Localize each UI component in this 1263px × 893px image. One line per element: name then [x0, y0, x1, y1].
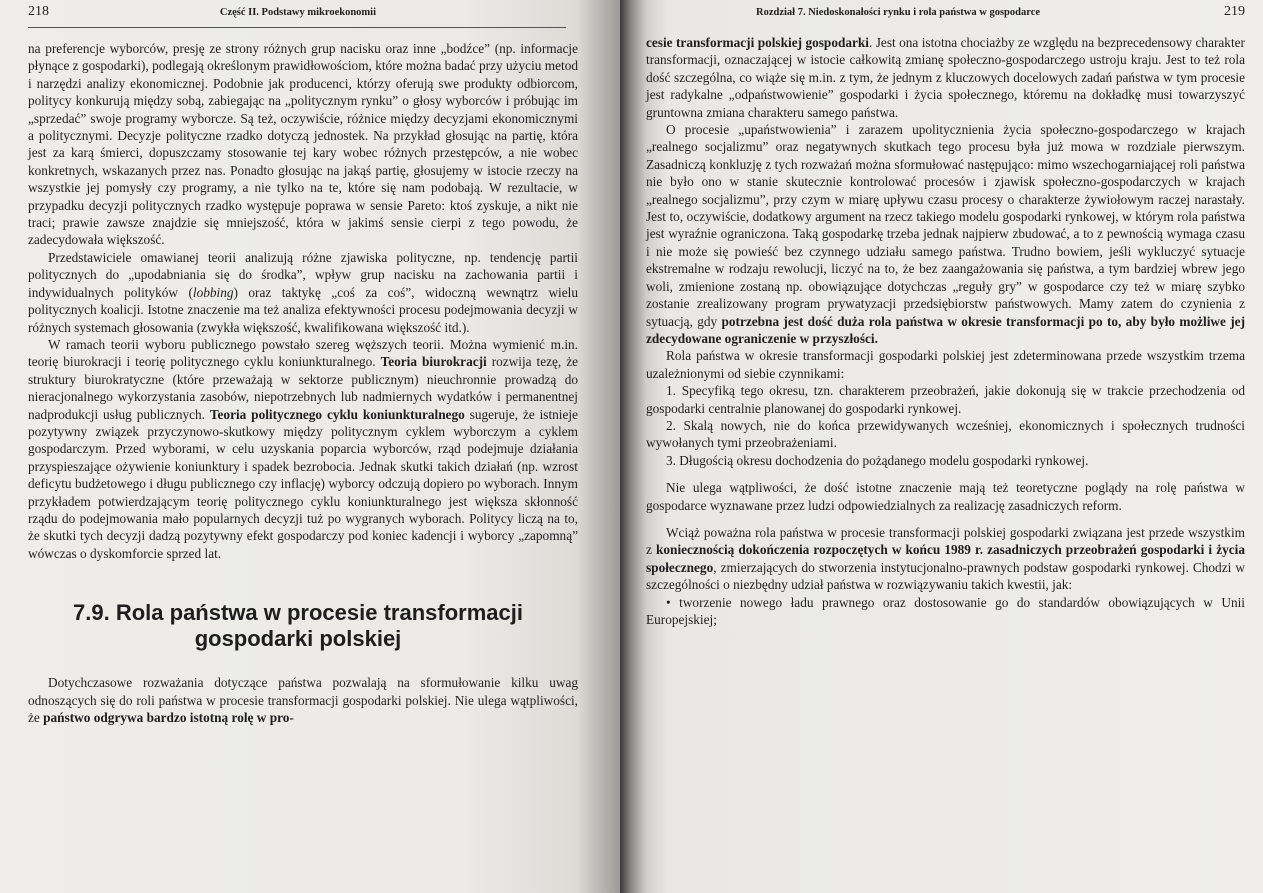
list-item-1: 1. Specyfiką tego okresu, tzn. charakterem przeobrażeń, jakie dokonują się w trakcie przechodzenia od gospodarki centralnie planowanej do gospodarki rynkowej. [646, 383, 1245, 416]
left-paragraph-4: Dotychczasowe rozważania dotyczące państwa pozwalają na sformułowanie kilku uwag odnoszących się do roli państwa w procesie transformacji gospodarki polskiej. Nie ulega wątpliwości, że państwo odgrywa bardzo istotną rolę w pro- [28, 675, 578, 725]
left-paragraph-2: Przedstawiciele omawianej teorii analizują różne zjawiska polityczne, np. tendencję partii politycznych do „upodabniania się do środka”, wpływ grup nacisku na zachowania partii i indywidualnych polityków (lobbing) oraz taktykę „coś za coś”, widoczną wewnątrz wielu politycznych koalicji. Istotne znaczenie ma też analiza efektywności procesu podejmowania decyzji w różnych systemach głosowania (zwykła większość, kwalifikowana większość itd.). [28, 249, 578, 335]
list-item-2: 2. Skalą nowych, nie do końca przewidywanych wcześniej, ekonomicznych i społecznych trudności wywołanych tymi przeobrażeniami. [646, 417, 1245, 451]
right-paragraph-1: cesie transformacji polskiej gospodarki. Jest ona istotna chociażby ze względu na bezprecedensowy charakter transformacji, oznaczającej w istocie całkowitą zmianę społeczno-gospodarczego ustroju kraju. Jest to też rola dość szczególna, co wiąże się m.in. z tym, że jednym z kluczowych docelowych zadań państwa w tym procesie jest radykalne „odpaństwowienie” gospodarki i życia społecznego, któremu na dokładkę musi towarzyszyć gruntowna zmiana charakteru samego państwa. [646, 35, 1245, 120]
right-paragraph-2: O procesie „upaństwowienia” i zarazem upolitycznienia życia społeczno-gospodarczego w krajach „realnego socjalizmu” oraz negatywnych skutkach tego procesu była już mowa w rozdziale pierwszym. Zasadniczą konkluzję z tych rozważań można sformułować następująco: mimo wszechogarniającej roli państwa nie było ono w stanie skutecznie kontrolować procesów i zjawisk społeczno-gospodarczych w krajach „realnego socjalizmu”, przy czym w miarę upływu czasu procesy o charakterze żywiołowym raczej narastały. Jest to, oczywiście, dodatkowy argument na rzecz takiego modelu gospodarki rynkowej, w którym rola państwa jest wyraźnie ograniczona. Taką gospodarkę trzeba jednak najpierw zbudować, a to z pewnością wymaga czasu i nie może się powieść bez czynnego udziału samego państwa. Trudno bowiem, jeśli wykluczyć sytuacje ekstremalne w rodzaju rewolucji, liczyć na to, że bez zaangażowania się państwa, a tym bardziej wbrew jego woli, zmienione zostaną np. obowiązujące dotychczas „reguły gry” w gospodarce czy też w miarę szybko zostanie zrealizowany program prywatyzacji przedsiębiorstw państwowych. Mamy zatem do czynienia z sytuacją, gdy potrzebna jest dość duża rola państwa w okresie transformacji po to, aby było możliwe jej zdecydowane ograniczenie w przyszłości. [646, 122, 1245, 346]
right-paragraph-5: Wciąż poważna rola państwa w procesie transformacji polskiej gospodarki związana jest przede wszystkim z koniecznością dokończenia rozpoczętych w końcu 1989 r. zasadniczych przeobrażeń gospodarki i życia społecznego, zmierzających do stworzenia instytucjonalno-prawnych podstaw gospodarki rynkowej. Chodzi w szczególności o niezbędny udział państwa w rozwiązywaniu takich kwestii, jak: [646, 524, 1245, 593]
section-heading [28, 600, 568, 652]
section-heading-line-1: 7.9. Rola państwa w procesie transformacji [73, 600, 523, 626]
left-paragraph-3: W ramach teorii wyboru publicznego powstało szereg węższych teorii. Można wymienić m.in. teorię biurokracji i teorię politycznego cyklu koniunkturalnego. Teoria biurokracji rozwija tezę, że struktury biurokratyczne (które przeważają w sektorze publicznym) nieuchronnie prowadzą do nieracjonalnego wykorzystania zasobów, niepotrzebnych lub nadmiernych wydatków i permanentnej nadprodukcji usług publicznych. Teoria politycznego cyklu koniunkturalnego sugeruje, że istnieje pozytywny związek przyczynowo-skutkowy między politycznym cyklem wyborczym a cyklem gospodarczym. Przed wyborami, w celu uzyskania poparcia wyborców, rząd podejmuje działania przyspieszające ożywienie koniunktury i spadek bezrobocia. Jednak skutki takich działań (np. wzrost deficytu budżetowego i długu publicznego czy inflację) wyborcy odczują dopiero po wyborach. Innym przykładem potwierdzającym teorię politycznego cyklu koniunkturalnego jest większa skłonność rządu do podejmowania mało popularnych decyzji tuż po wygranych wyborach. Politycy liczą na to, że skutki tych decyzji dadzą pozytywny efekt gospodarczy pod koniec kadencji i wyborcy „zapomną” wówczas o dyskomforcie sprzed lat. [28, 336, 579, 561]
bullet-item-1: • tworzenie nowego ładu prawnego oraz dostosowanie go do standardów obowiązujących w Unii Europejskiej; [646, 594, 1245, 627]
right-running-head [646, 0, 1245, 28]
left-paragraph-1: na preferencje wyborców, presję ze strony różnych grup nacisku oraz inne „bodźce” (np. informacje płynące z gospodarki), podlegają określonym prawidłowościom, które można badać przy użyciu metod i narzędzi analizy ekonomicznej. Podobnie jak producenci, którzy oferują swe produkty odbiorcom, politycy konkurują między sobą, zabiegając na „politycznym rynku” o głosy wyborców i próbując im „sprzedać” swoje programy wyborcze. Są też, oczywiście, różnice między decyzjami ekonomicznymi a politycznymi. Decyzje polityczne rzadko dotyczą jednostek. Na przykład głosując na partię, która jest za karą śmierci, dopuszczamy stosowanie tej kary wobec różnych przestępców, a nie wobec konkretnych, wskazanych przez nas. Ponadto głosując na jakąś partię, głosujemy w istocie rzeczy na wszystkie jej pomysły czy programy, a nie tylko na te, które się nam podobają. W rezultacie, w przypadku decyzji politycznych rzadko występuje poprawa w sensie Pareto: ktoś zyskuje, a nikt nie traci; prawie zawsze znajdzie się mniejszość, która w jakimś sensie cierpi z tego powodu, że zadecydowała większość. [28, 41, 578, 248]
right-page-number: 219 [1224, 4, 1245, 19]
left-body-text-2 [28, 674, 578, 726]
left-page [0, 0, 620, 893]
right-paragraph-3: Rola państwa w okresie transformacji gospodarki polskiej jest zdeterminowana przede wszystkim trzema uzależnionymi od siebie czynnikami: [646, 348, 1245, 381]
section-heading-line-2: gospodarki polskiej [194, 626, 402, 652]
list-item-3: 3. Długością okresu dochodzenia do pożądanego modelu gospodarki rynkowej. [666, 452, 1089, 468]
right-paragraph-4: Nie ulega wątpliwości, że dość istotne znaczenie mają też teoretyczne poglądy na rolę państwa w gospodarce wyznawane przez ludzi odpowiedzialnych za realizację zasadniczych reform. [646, 480, 1245, 513]
right-page [620, 0, 1263, 893]
left-running-head-title: Część II. Podstawy mikroekonomii [219, 7, 376, 18]
right-running-head-title: Rozdział 7. Niedoskonałości rynku i rola państwa w gospodarce [756, 7, 1041, 18]
left-body-text [28, 40, 578, 562]
right-body-text [646, 34, 1245, 628]
left-page-number: 218 [28, 4, 49, 19]
left-running-head [28, 0, 566, 28]
